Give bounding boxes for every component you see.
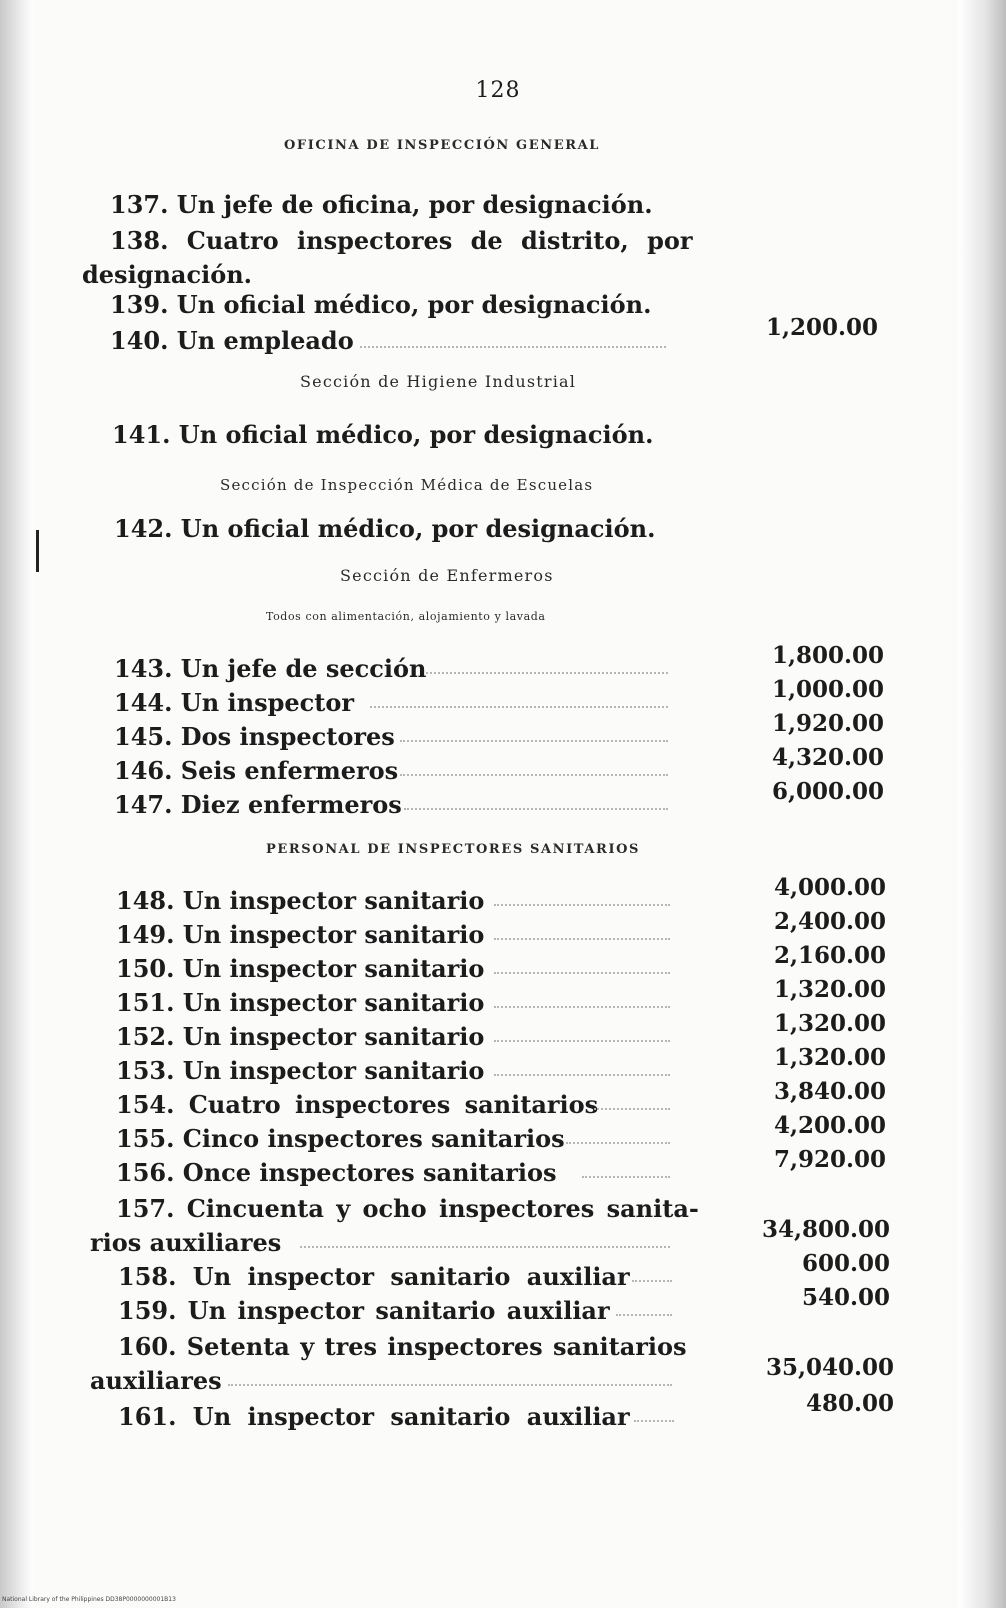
item-157-continued: rios auxiliares (90, 1228, 282, 1257)
item-156: 156. Once inspectores sanitarios (116, 1158, 557, 1187)
section-heading-enfermeros: Sección de Enfermeros (340, 566, 554, 585)
item-146: 146. Seis enfermeros (114, 756, 399, 785)
leader-dots (494, 1038, 670, 1042)
page-left-shadow (0, 0, 34, 1608)
item-144: 144. Un inspector (114, 688, 355, 717)
leader-dots (426, 670, 668, 674)
item-150: 150. Un inspector sanitario (116, 954, 485, 983)
leader-dots (400, 738, 668, 742)
amount-160: 35,040.00 (765, 1354, 894, 1381)
leader-dots (494, 902, 670, 906)
amount-149: 2,400.00 (773, 908, 886, 935)
amount-159: 540.00 (801, 1284, 890, 1311)
item-147: 147. Diez enfermeros (114, 790, 402, 819)
amount-150: 2,160.00 (773, 942, 886, 969)
amount-143: 1,800.00 (771, 642, 884, 669)
item-151: 151. Un inspector sanitario (116, 988, 485, 1017)
item-138: 138. Cuatro inspectores de distrito, por (110, 226, 693, 255)
item-158: 158. Un inspector sanitario auxiliar (118, 1262, 630, 1291)
item-142: 142. Un oficial médico, por designación. (114, 514, 656, 543)
leader-dots (582, 1174, 670, 1178)
amount-154: 3,840.00 (773, 1078, 886, 1105)
leader-dots (494, 1004, 670, 1008)
item-137: 137. Un jefe de oficina, por designación. (110, 190, 653, 219)
amount-145: 1,920.00 (771, 710, 884, 737)
leader-dots (594, 1106, 670, 1110)
leader-dots (566, 1140, 670, 1144)
item-140: 140. Un empleado (110, 326, 354, 355)
item-153: 153. Un inspector sanitario (116, 1056, 485, 1085)
leader-dots (494, 936, 670, 940)
leader-dots (228, 1382, 672, 1386)
item-148: 148. Un inspector sanitario (116, 886, 485, 915)
item-149: 149. Un inspector sanitario (116, 920, 485, 949)
section-note-enfermeros: Todos con alimentación, alojamiento y lavada (266, 610, 546, 623)
section-heading-oficina: OFICINA DE INSPECCIÓN GENERAL (284, 138, 601, 153)
amount-151: 1,320.00 (773, 976, 886, 1003)
section-heading-personal: PERSONAL DE INSPECTORES SANITARIOS (266, 842, 641, 857)
item-155: 155. Cinco inspectores sanitarios (116, 1124, 565, 1153)
amount-155: 4,200.00 (773, 1112, 886, 1139)
leader-dots (616, 1312, 672, 1316)
section-heading-escuelas: Sección de Inspección Médica de Escuelas (220, 476, 594, 494)
leader-dots (360, 344, 666, 348)
item-139: 139. Un oficial médico, por designación. (110, 290, 652, 319)
leader-dots (632, 1278, 672, 1282)
item-157: 157. Cincuenta y ocho inspectores sanita- (116, 1194, 699, 1223)
page-number: 128 (475, 78, 521, 103)
item-141: 141. Un oficial médico, por designación. (112, 420, 654, 449)
section-heading-higiene: Sección de Higiene Industrial (300, 372, 577, 391)
item-145: 145. Dos inspectores (114, 722, 395, 751)
scan-footer-caption: National Library of the Philippines DD38P0000000001B13 (2, 1596, 176, 1603)
leader-dots (634, 1418, 674, 1422)
item-154: 154. Cuatro inspectores sanitarios (116, 1090, 599, 1119)
leader-dots (494, 970, 670, 974)
item-138-continued: designación. (82, 260, 253, 289)
amount-156: 7,920.00 (773, 1146, 886, 1173)
scan-edge-mark (36, 530, 39, 572)
amount-140: 1,200.00 (765, 314, 878, 341)
leader-dots (494, 1072, 670, 1076)
amount-144: 1,000.00 (771, 676, 884, 703)
amount-158: 600.00 (801, 1250, 890, 1277)
item-143: 143. Un jefe de sección (114, 654, 427, 683)
leader-dots (404, 806, 668, 810)
item-159: 159. Un inspector sanitario auxiliar (118, 1296, 610, 1325)
leader-dots (300, 1244, 670, 1248)
item-160-continued: auxiliares (90, 1366, 222, 1395)
amount-152: 1,320.00 (773, 1010, 886, 1037)
amount-147: 6,000.00 (771, 778, 884, 805)
amount-148: 4,000.00 (773, 874, 886, 901)
document-page (34, 0, 958, 1608)
item-160: 160. Setenta y tres inspectores sanitarios (118, 1332, 687, 1361)
amount-161: 480.00 (805, 1390, 894, 1417)
page-right-shadow (958, 0, 1006, 1608)
amount-146: 4,320.00 (771, 744, 884, 771)
leader-dots (370, 704, 668, 708)
leader-dots (400, 772, 668, 776)
item-152: 152. Un inspector sanitario (116, 1022, 485, 1051)
amount-153: 1,320.00 (773, 1044, 886, 1071)
item-161: 161. Un inspector sanitario auxiliar (118, 1402, 630, 1431)
amount-157: 34,800.00 (761, 1216, 890, 1243)
